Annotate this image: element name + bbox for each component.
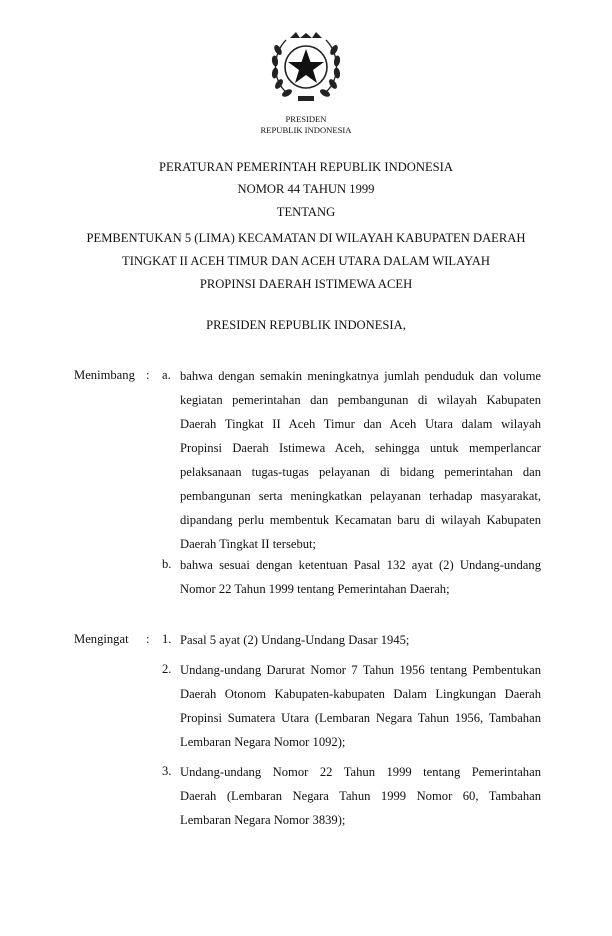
text-line: dipandang perlu membentuk Kecamatan baru di wilayah Kabupaten [180,513,541,527]
title-line: TINGKAT II ACEH TIMUR DAN ACEH UTARA DALAM WILAYAH [122,254,490,268]
text-line: bahwa sesuai dengan ketentuan Pasal 132 ayat (2) Undang-undang [180,558,541,572]
title-line: PERATURAN PEMERINTAH REPUBLIK INDONESIA [159,160,453,174]
text-line: Propinsi Sumatera Utara (Lembaran Negara Tahun 1956, Tambahan [180,711,541,725]
text-line: kegiatan pemerintahan dan pembangunan di wilayah Kabupaten [180,393,541,407]
mengingat-colon: : [146,632,150,646]
text-line: pembangunan serta meningkatkan pelayanan terhadap masyarakat, [180,489,541,503]
issuer-line: PRESIDEN REPUBLIK INDONESIA, [206,318,406,332]
text-line: Lembaran Negara Nomor 1092); [180,735,346,749]
title-line: TENTANG [276,205,336,219]
letterhead-line-1: PRESIDEN [285,114,327,124]
menimbang-colon: : [146,368,150,382]
item-marker: 2. [162,662,172,676]
item-marker: b. [162,557,172,571]
letterhead-line-2: REPUBLIK INDONESIA [260,125,352,135]
text-line: Lembaran Negara Nomor 3839); [180,813,346,827]
mengingat-item-3 [180,764,541,836]
item-marker: 3. [162,764,172,778]
mengingat-item-2 [180,662,541,758]
item-marker: a. [162,368,171,382]
text-line: Daerah Otonom Kabupaten-kabupaten Dalam Lingkungan Daerah [180,687,541,701]
text-line: Nomor 22 Tahun 1999 tentang Pemerintahan Daerah; [180,582,450,596]
text-line: Undang-undang Nomor 22 Tahun 1999 tentang Pemerintahan [180,765,541,779]
text-line: Daerah (Lembaran Negara Tahun 1999 Nomor 60, Tambahan [180,789,541,803]
mengingat-label: Mengingat [74,632,129,646]
text-line: Undang-undang Darurat Nomor 7 Tahun 1956 tentang Pembentukan [180,663,541,677]
menimbang-item-a [180,368,541,560]
title-line: NOMOR 44 TAHUN 1999 [237,182,375,196]
menimbang-label: Menimbang [74,368,135,382]
text-line: Pasal 5 ayat (2) Undang-Undang Dasar 1945; [180,633,410,647]
text-line: Daerah Tingkat II tersebut; [180,537,317,551]
title-line: PEMBENTUKAN 5 (LIMA) KECAMATAN DI WILAYAH KABUPATEN DAERAH [86,231,526,245]
presidential-seal-icon [270,30,342,104]
text-line: Daerah Tingkat II Aceh Timur dan Aceh Utara dalam wilayah [180,417,541,431]
item-marker: 1. [162,632,172,646]
title-line: PROPINSI DAERAH ISTIMEWA ACEH [199,277,413,291]
text-line: Propinsi Daerah Istimewa Aceh, sehingga untuk memperlancar [180,441,541,455]
text-line: pelaksanaan tugas-tugas pelayanan di bidang pemerintahan dan [180,465,541,479]
text-line: bahwa dengan semakin meningkatnya jumlah penduduk dan volume [180,369,541,383]
mengingat-item-1 [180,632,541,656]
menimbang-item-b [180,557,541,605]
